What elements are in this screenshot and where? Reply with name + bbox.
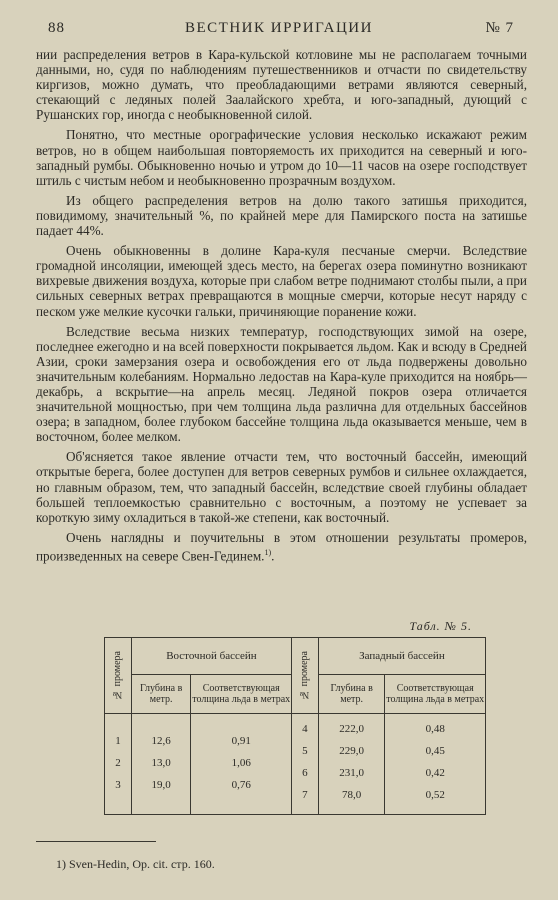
ice-thickness-table: [104, 637, 486, 815]
table-cell: 0,52: [425, 789, 445, 801]
west-no-column: [291, 714, 318, 815]
header-depth-west: Глубина в метр.: [318, 675, 385, 714]
header-sounding-no-east: № промера: [105, 638, 132, 714]
page-number: 88: [48, 20, 65, 36]
table-cell: 5: [302, 745, 308, 757]
table-cell: 7: [302, 789, 308, 801]
table-cell: 0,76: [231, 779, 251, 791]
table-cell: 222,0: [339, 723, 365, 735]
table-cell: 13,0: [151, 757, 171, 769]
table-cell: 229,0: [339, 745, 365, 757]
west-depth-column: [318, 714, 385, 815]
header-west-basin: Западный бассейн: [318, 638, 485, 675]
header-depth-east: Глубина в метр.: [131, 675, 191, 714]
footnote-ref: 1): [264, 547, 272, 557]
header-east-basin: Восточной бассейн: [131, 638, 291, 675]
table-cell: 0,42: [425, 767, 445, 779]
west-ice-column: [385, 714, 486, 815]
table-cell: 4: [302, 723, 308, 735]
table-cell: 0,48: [425, 723, 445, 735]
table-cell: 1: [115, 735, 121, 747]
table-cell: 78,0: [342, 789, 362, 801]
paragraph-text: Очень наглядны и поучительны в этом отношении результаты промеров, произведенных на севере Свен-Гединем.: [36, 529, 527, 564]
header-sounding-no-west: № промера: [291, 638, 318, 714]
paragraph-with-footnote: Очень наглядны и поучительны в этом отношении результаты промеров, произведенных на севере Свен-Гединем.$^{1)}$.: [36, 529, 527, 564]
paragraph: Очень обыкновенны в долине Кара-куля песчаные смерчи. Вследствие громадной инсоляции, имеющей здесь место, на берегах озера поминутно возникают вихревые движения воздуха, которые при слабом ветре поднимают столбы пыли, а при сильных северных ветрах превращаются в мощные смерчи, которые несут наряду с песком уже мелкие кусочки гальки, причиняющие поранение кожи.: [36, 243, 527, 319]
header-ice-west: Соответствующая толщина льда в метрах: [385, 675, 486, 714]
article-body: [36, 47, 527, 568]
paragraph: Вследствие весьма низких температур, господствующих зимой на озере, последнее ежегодно и на всей поверхности покрывается льдом. Как и всюду в Средней Азии, сроки замерзания озера и освобождения его от льда подвержены довольно значительным колебаниям. Нормально ледостав на Кара-куле приходится на ноябрь—декабрь, а вскрытие—на апрель месяц. Ледяной покров озера отличается значительной мощностью, при чем толщина льда различна для отдельных бассейнов озера; в западном, более глубоком бассейне толщина льда оказывается меньше, чем в восточном, более мелком.: [36, 323, 527, 445]
paragraph: Об'ясняется такое явление отчасти тем, что восточный бассейн, имеющий открытые берега, более доступен для ветров северных румбов и сильнее охлаждается, но главным образом, тем, что западный бассейн, вследствие своей глубины обладает большей теплоемкостью сравнительно с восточным, а поэтому не успевает за короткую зиму охладиться в такой-же степени, как восточный.: [36, 449, 527, 525]
paragraph: Из общего распределения ветров на долю такого затишья приходится, повидимому, значительный %, по крайней мере для Памирского поста на затишье падает 44%.: [36, 192, 527, 239]
footnote-divider: [36, 841, 156, 842]
header-ice-east: Соответствующая толщина льда в метрах: [191, 675, 292, 714]
east-depth-column: [131, 714, 191, 815]
paragraph: нии распределения ветров в Кара-кульской котловине мы не располагаем точными данными, но, судя по наблюдениям путешественников и отчасти по свидетельству киргизов, можно думать, что преобладающими ветрами являются северный, стекающий с ледяных полей Заалайского хребта, и юго-западный, дующий с Рушанских гор, иногда с необыкновенной силой.: [36, 47, 527, 123]
footnote: [56, 857, 215, 872]
paragraph: Понятно, что местные орографические условия несколько искажают режим ветров, но в общем наибольшая повторяемость их приходится на северный и юго-западный румбы. Обыкновенно ночью и утром до 10—11 часов на озере господствует штиль с чистым небом и необыкновенно прозрачным воздухом.: [36, 127, 527, 188]
table-cell: 6: [302, 767, 308, 779]
table-cell: 12,6: [151, 735, 171, 747]
page-header: [44, 20, 514, 40]
footnote-marker: 1): [56, 857, 66, 871]
table-cell: 1,06: [231, 757, 251, 769]
table-cell: 0,45: [425, 745, 445, 757]
table-cell: 2: [115, 757, 121, 769]
table-cell: 3: [115, 779, 121, 791]
table-cell: 19,0: [151, 779, 171, 791]
footnote-text: Sven-Hedin, Op. cit. стр. 160.: [69, 857, 215, 871]
table-caption: Табл. № 5.: [409, 619, 472, 633]
east-no-column: [105, 714, 132, 815]
table-cell: 0,91: [231, 735, 251, 747]
journal-title: ВЕСТНИК ИРРИГАЦИИ: [185, 20, 373, 36]
issue-number: № 7: [485, 20, 514, 36]
table-cell: 231,0: [339, 767, 365, 779]
east-ice-column: [191, 714, 292, 815]
